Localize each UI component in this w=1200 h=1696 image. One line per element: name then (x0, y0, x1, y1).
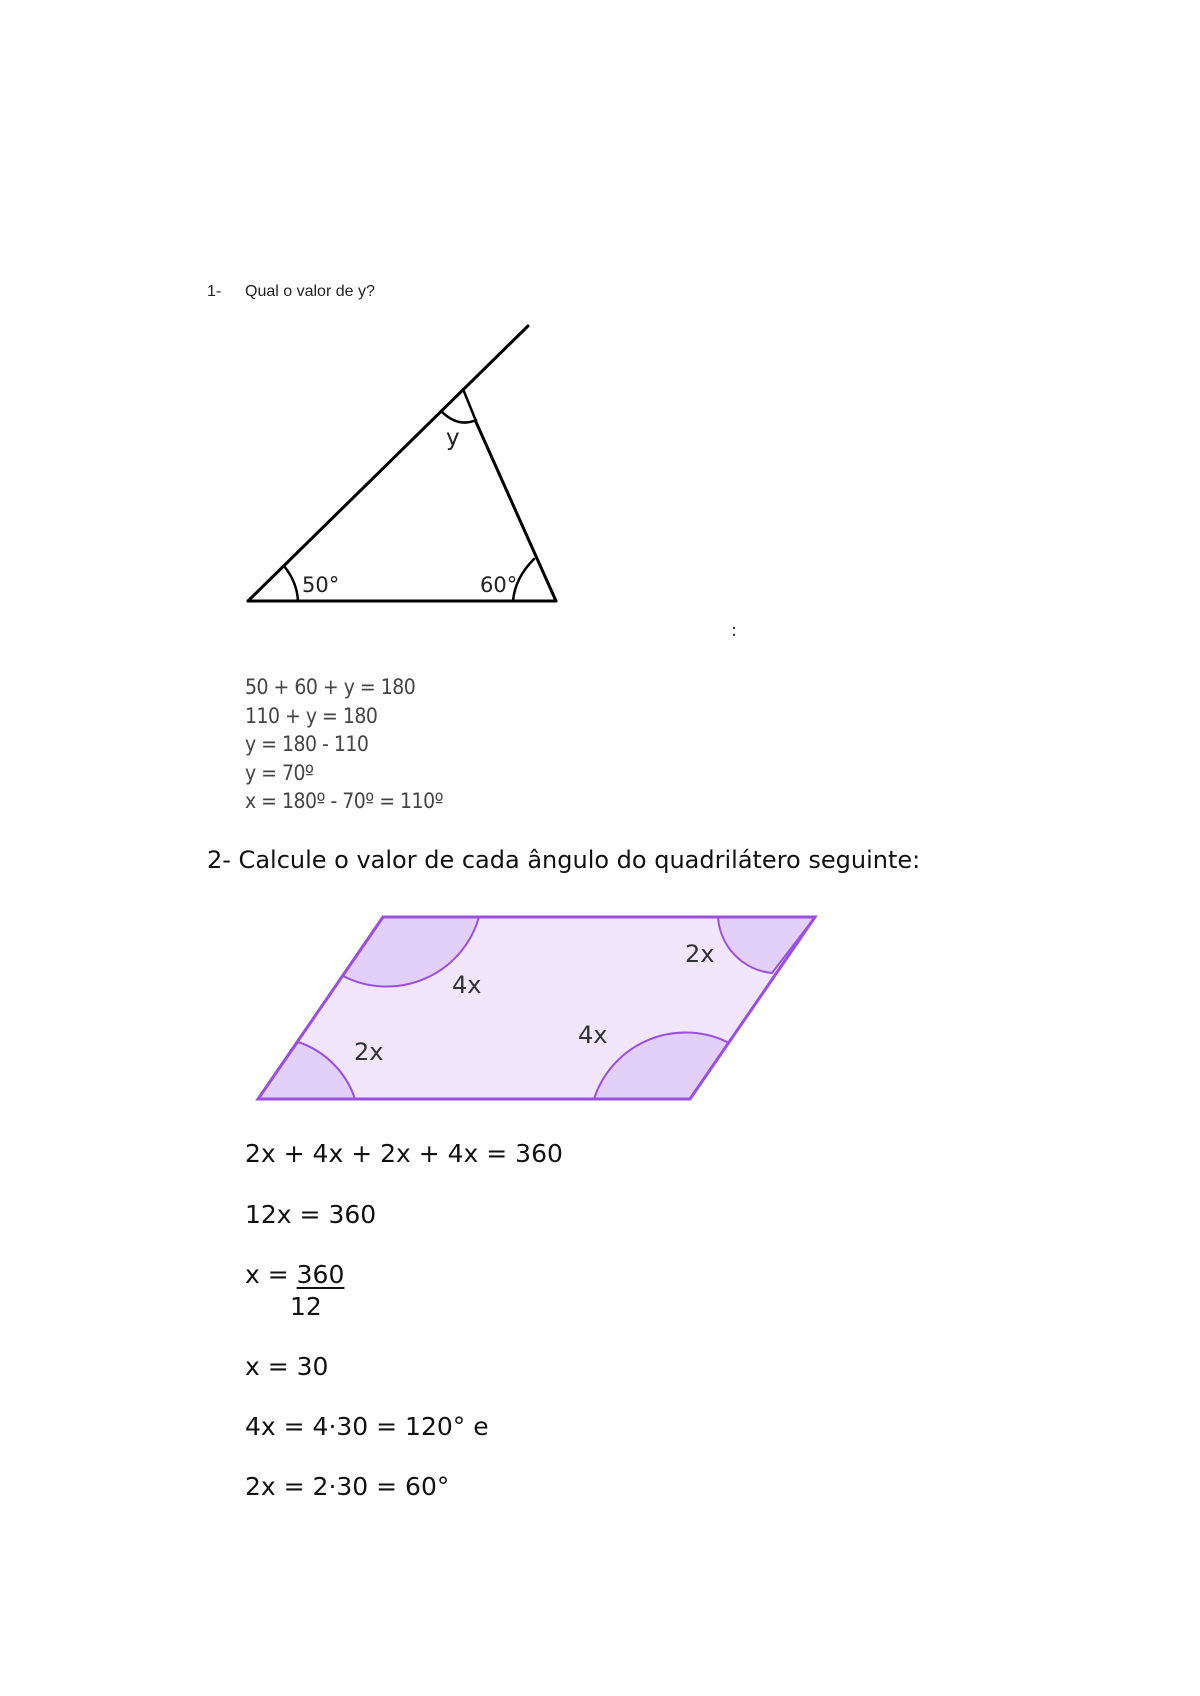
parallelogram-figure (0, 900, 1200, 1120)
solution-line: x = 180º - 70º = 110º (245, 789, 443, 813)
fraction-denominator: 12 (290, 1292, 322, 1321)
question-1-number: 1- (207, 283, 222, 300)
question-2-title: 2- Calcule o valor de cada ângulo do quadrilátero seguinte: (207, 846, 921, 874)
solution-line: y = 180 - 110 (245, 732, 369, 756)
equation-sum: 2x + 4x + 2x + 4x = 360 (245, 1139, 563, 1168)
angle-label-top-right: 2x (685, 940, 715, 968)
equation-2x: 2x = 2·30 = 60° (245, 1472, 450, 1501)
solution-line: 50 + 60 + y = 180 (245, 675, 416, 699)
question-1-solution (245, 673, 443, 816)
equation-x-value: x = 30 (245, 1352, 329, 1381)
angle-label-y: y (446, 425, 460, 451)
angle-label-60: 60° (480, 573, 518, 597)
angle-label-bottom-left: 2x (354, 1038, 384, 1066)
solution-line: 110 + y = 180 (245, 703, 378, 728)
triangle-figure (0, 0, 1200, 640)
angle-label-top-left: 4x (452, 971, 482, 999)
stray-colon-mark: : (731, 620, 738, 641)
angle-label-50: 50° (302, 573, 340, 597)
equation-fraction (245, 1260, 344, 1289)
angle-label-bottom-right: 4x (578, 1021, 608, 1049)
solution-line: y = 70º (245, 760, 314, 785)
fraction-prefix: x = (245, 1260, 297, 1289)
question-1-prompt: Qual o valor de y? (245, 283, 375, 300)
fraction-numerator: 360 (296, 1260, 345, 1289)
equation-4x: 4x = 4·30 = 120° e (245, 1412, 489, 1441)
equation-12x: 12x = 360 (245, 1200, 377, 1229)
